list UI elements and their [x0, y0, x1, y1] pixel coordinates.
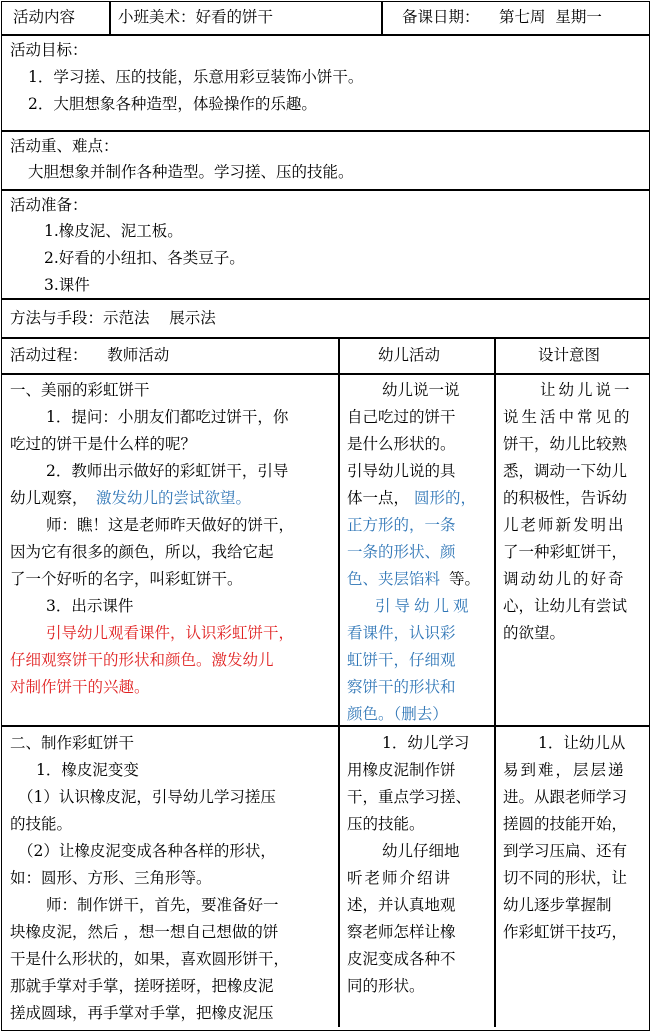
child-line-highlight: 看课件，认识彩	[347, 624, 456, 642]
teacher-line-highlight: 激发幼儿的尝试欲望。	[96, 489, 252, 507]
key-points-title: 活动重、难点：	[10, 137, 119, 155]
intent-line: 作彩虹饼干技巧，	[503, 923, 628, 941]
intent-line: 到学习压扁、还有	[503, 842, 628, 860]
date-value: 第七周 星期一	[499, 8, 602, 26]
teacher-line: 1．橡皮泥变变	[36, 761, 139, 779]
child-line: 幼儿仔细地	[382, 842, 460, 860]
teacher-line: 块橡皮泥，然后 ，想一想自己想做的饼	[10, 923, 279, 941]
child-line: 体一点，	[347, 489, 410, 507]
teacher-line: 如：圆形、方形、三角形等。	[10, 869, 212, 887]
intent-line: 了一种彩虹饼干，	[503, 543, 628, 561]
row-divider	[1, 725, 650, 727]
preparation-item: 3.课件	[44, 276, 90, 294]
preparation-item: 1.橡皮泥、泥工板。	[44, 222, 183, 240]
child-line: 皮泥变成各种不	[347, 950, 456, 968]
process-child-header: 幼儿活动	[378, 346, 441, 364]
teacher-line: 2．教师出示做好的彩虹饼干，引导	[46, 462, 289, 480]
intent-line: 的欲望。	[503, 624, 566, 642]
teacher-line: 师：制作饼干，首先，要准备好一	[46, 896, 279, 914]
child-line-highlight: 引导幼儿观	[375, 597, 473, 615]
child-line: 幼儿说一说	[382, 381, 460, 399]
child-line: 察老师怎样让橡	[347, 923, 456, 941]
intent-line: 儿老师新发明出	[503, 516, 626, 534]
teacher-line: 幼儿观察，	[10, 489, 88, 507]
teacher-line: 了一个好听的名字，叫彩虹饼干。	[10, 570, 243, 588]
activity-label: 活动内容	[13, 8, 76, 26]
intent-line: 搓圆的技能开始，	[503, 815, 628, 833]
child-line-highlight: 一条的形状、颜	[347, 543, 456, 561]
intent-line: 饼干，幼儿比较熟	[503, 435, 628, 453]
child-line: 自己吃过的饼干	[347, 408, 456, 426]
child-line: 述，并认真地观	[347, 896, 456, 914]
teacher-line-red: 对制作饼干的兴趣。	[10, 678, 150, 696]
row-divider	[1, 34, 650, 36]
child-line-highlight: 圆形的，	[414, 489, 477, 507]
methods-text: 方法与手段：示范法 展示法	[10, 309, 216, 327]
section2-heading: 二、制作彩虹饼干	[10, 734, 135, 752]
child-line-highlight: 虹饼干，仔细观	[347, 651, 456, 669]
teacher-line: 吃过的饼干是什么样的呢？	[10, 435, 197, 453]
intent-line: 易到难，层层递	[503, 761, 626, 779]
teacher-line: （2）让橡皮泥变成各种各样的形状，	[18, 842, 276, 860]
child-line: 等。	[449, 570, 481, 588]
intent-line: 幼儿逐步掌握制	[503, 896, 612, 914]
row-divider	[1, 373, 650, 375]
goal-item: 2．大胆想象各种造型，体验操作的乐趣。	[28, 95, 317, 113]
child-line: 引导幼儿说的具	[347, 462, 456, 480]
goal-item: 1．学习搓、压的技能，乐意用彩豆装饰小饼干。	[28, 68, 364, 86]
section1-heading: 一、美丽的彩虹饼干	[10, 381, 150, 399]
child-line: 听老师介绍讲	[347, 869, 453, 887]
child-line-highlight: 色、夹层馅料	[347, 570, 441, 588]
teacher-line-red: 引导幼儿观看课件，认识彩虹饼干，	[46, 624, 295, 642]
col-divider	[109, 1, 111, 35]
intent-line: 心，让幼儿有尝试	[503, 597, 628, 615]
teacher-line: 因为它有很多的颜色，所以，我给它起	[10, 543, 274, 561]
preparation-item: 2.好看的小纽扣、各类豆子。	[44, 249, 245, 267]
process-intent-header: 设计意图	[538, 346, 601, 364]
row-divider	[1, 130, 650, 132]
row-divider	[1, 189, 650, 191]
teacher-line-red: 仔细观察饼干的形状和颜色。激发幼儿	[10, 651, 274, 669]
teacher-line: 那就手掌对手掌，搓呀搓呀，把橡皮泥	[10, 977, 274, 995]
child-line: 是什么形状的。	[347, 435, 456, 453]
key-points-text: 大胆想象并制作各种造型。学习搓、压的技能。	[28, 163, 354, 181]
goals-title: 活动目标：	[10, 41, 88, 59]
teacher-line: （1）认识橡皮泥，引导幼儿学习搓压	[18, 788, 276, 806]
intent-line: 的积极性，告诉幼	[503, 489, 628, 507]
child-line: 干，重点学习搓、	[347, 788, 472, 806]
col-divider	[338, 337, 340, 1027]
row-divider	[1, 337, 650, 339]
process-teacher-header: 活动过程： 教师活动	[10, 346, 170, 364]
child-line: 压的技能。	[347, 815, 425, 833]
teacher-line: 3．出示课件	[46, 597, 134, 615]
date-label: 备课日期：	[402, 8, 480, 26]
teacher-line: 的技能。	[10, 815, 73, 833]
intent-line: 调动幼儿的好奇	[503, 570, 626, 588]
intent-line: 说生活中常见的	[503, 408, 633, 426]
activity-title: 小班美术：好看的饼干	[118, 8, 274, 26]
teacher-line: 1．提问：小朋友们都吃过饼干，你	[46, 408, 289, 426]
col-divider	[494, 337, 496, 1027]
teacher-line: 干是什么形状的，如果，喜欢圆形饼干，	[10, 950, 290, 968]
preparation-title: 活动准备：	[10, 196, 88, 214]
child-line-highlight: 颜色。（删去）	[347, 705, 448, 723]
child-line-highlight: 察饼干的形状和	[347, 678, 456, 696]
child-line-highlight: 正方形的，一条	[347, 516, 456, 534]
row-divider	[1, 298, 650, 300]
child-line: 用橡皮泥制作饼	[347, 761, 456, 779]
child-line: 1．幼儿学习	[382, 734, 470, 752]
col-divider	[381, 1, 383, 35]
child-line: 同的形状。	[347, 977, 425, 995]
intent-line: 切不同的形状，让	[503, 869, 628, 887]
teacher-line: 师：瞧！这是老师昨天做好的饼干，	[46, 516, 295, 534]
intent-line: 让幼儿说一	[540, 381, 633, 399]
intent-line: 1．让幼儿从	[538, 734, 626, 752]
teacher-line: 搓成圆球，再手掌对手掌，把橡皮泥压	[10, 1004, 274, 1022]
intent-line: 悉，调动一下幼儿	[503, 462, 628, 480]
intent-line: 进。从跟老师学习	[503, 788, 628, 806]
